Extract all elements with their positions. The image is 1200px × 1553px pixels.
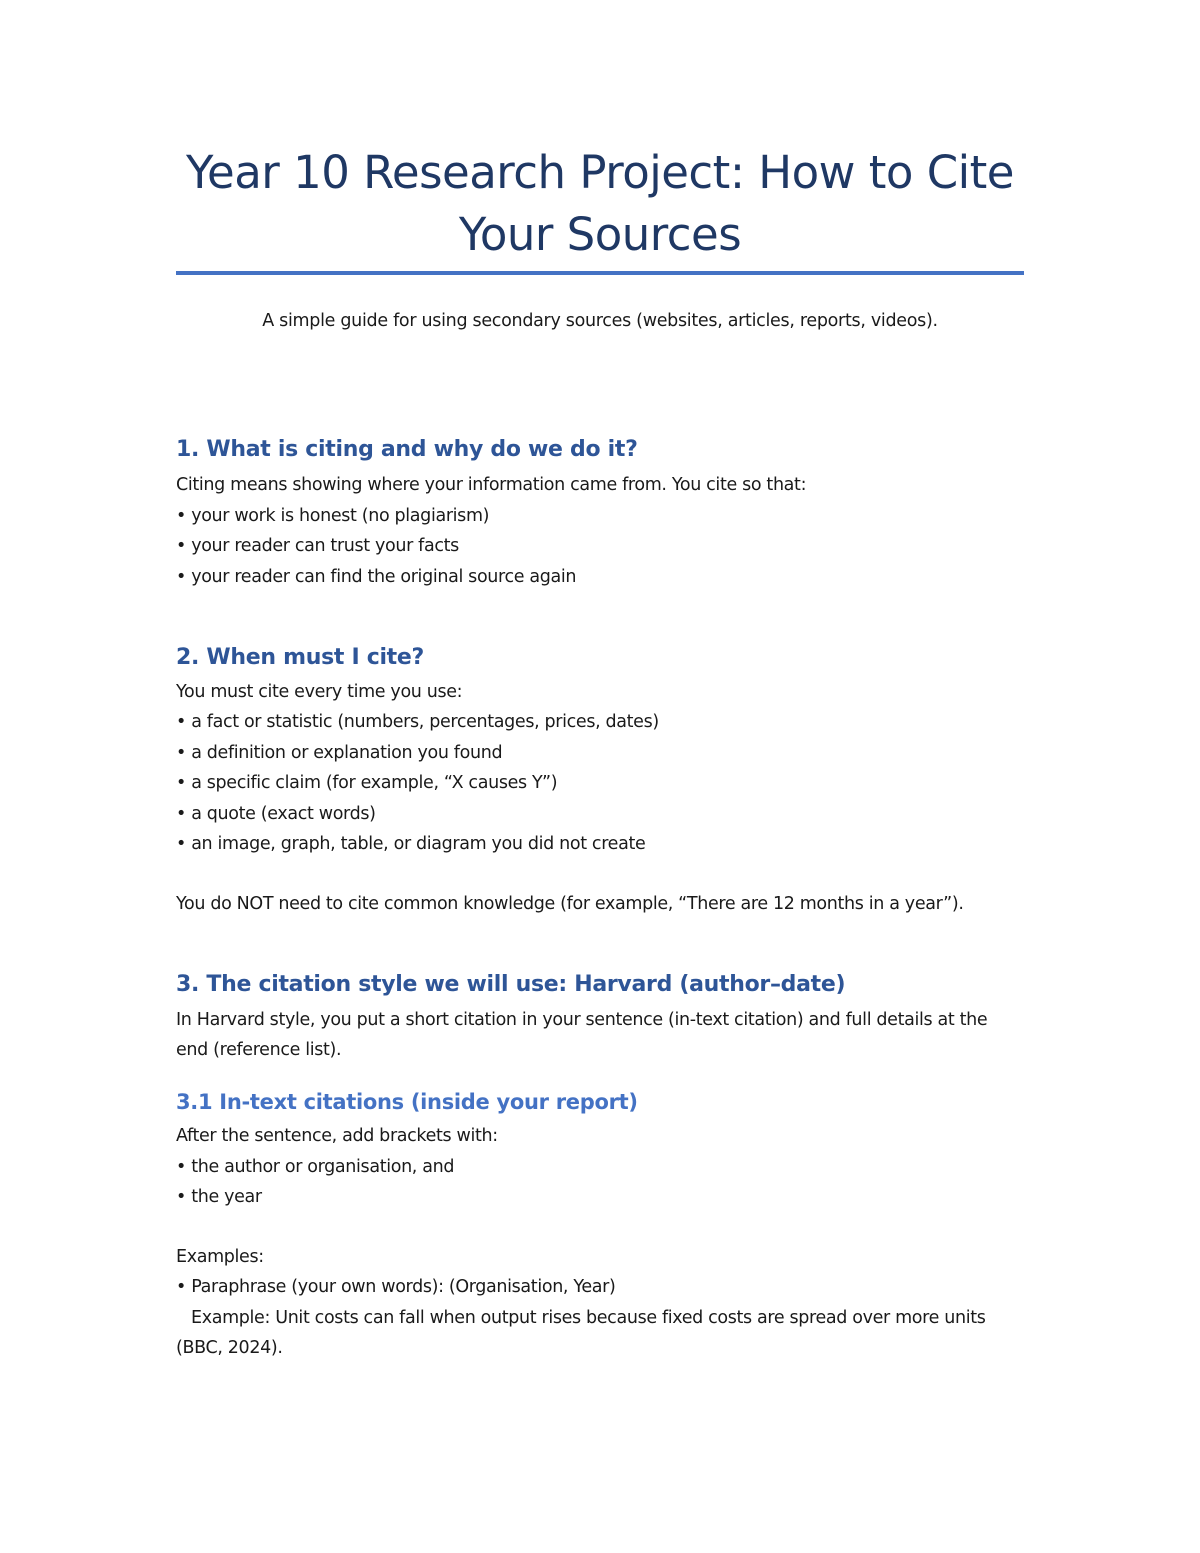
section-1-bullet-1: • your work is honest (no plagiarism) <box>176 501 1024 531</box>
document-subtitle: A simple guide for using secondary sources (websites, articles, reports, videos). <box>262 311 938 331</box>
section-2-bullet-3: • a specific claim (for example, “X causes Y”) <box>176 768 1024 798</box>
section-1-bullet-2: • your reader can trust your facts <box>176 531 1024 561</box>
section-1-heading: 1. What is citing and why do we do it? <box>176 437 638 462</box>
section-2-bullet-5: • an image, graph, table, or diagram you did not create <box>176 829 1024 859</box>
title-underline-rule <box>176 271 1024 275</box>
section-2-heading: 2. When must I cite? <box>176 645 424 670</box>
section-1-intro: Citing means showing where your information came from. You cite so that: <box>176 475 807 495</box>
section-2-intro: You must cite every time you use: <box>176 682 463 702</box>
title-line-1: Year 10 Research Project: How to Cite <box>186 146 1014 199</box>
subsection-3-1-heading: 3.1 In-text citations (inside your report) <box>176 1090 638 1114</box>
section-1-bullet-3: • your reader can find the original source again <box>176 562 1024 592</box>
section-3-intro-line-1: In Harvard style, you put a short citation in your sentence (in-text citation) and full details at the <box>176 1010 988 1030</box>
section-2-bullet-4: • a quote (exact words) <box>176 799 1024 829</box>
subsection-3-1-bullet-1: • the author or organisation, and <box>176 1152 1024 1182</box>
section-3-intro-line-2: end (reference list). <box>176 1040 342 1060</box>
section-2-bullet-2: • a definition or explanation you found <box>176 738 1024 768</box>
section-3-heading: 3. The citation style we will use: Harvard (author–date) <box>176 972 846 997</box>
section-2-note: You do NOT need to cite common knowledge (for example, “There are 12 months in a year”). <box>176 894 964 914</box>
title-line-2: Your Sources <box>458 208 742 261</box>
examples-label: Examples: <box>176 1247 264 1267</box>
document-title <box>176 142 1024 266</box>
example-text-line-2: (BBC, 2024). <box>176 1338 283 1358</box>
subsection-3-1-intro: After the sentence, add brackets with: <box>176 1126 498 1146</box>
subsection-3-1-bullet-2: • the year <box>176 1182 1024 1212</box>
example-text-line-1: Example: Unit costs can fall when output rises because fixed costs are spread over more units <box>191 1308 986 1328</box>
section-2-bullet-1: • a fact or statistic (numbers, percentages, prices, dates) <box>176 707 1024 737</box>
example-bullet-paraphrase: • Paraphrase (your own words): (Organisation, Year) <box>176 1272 1024 1302</box>
